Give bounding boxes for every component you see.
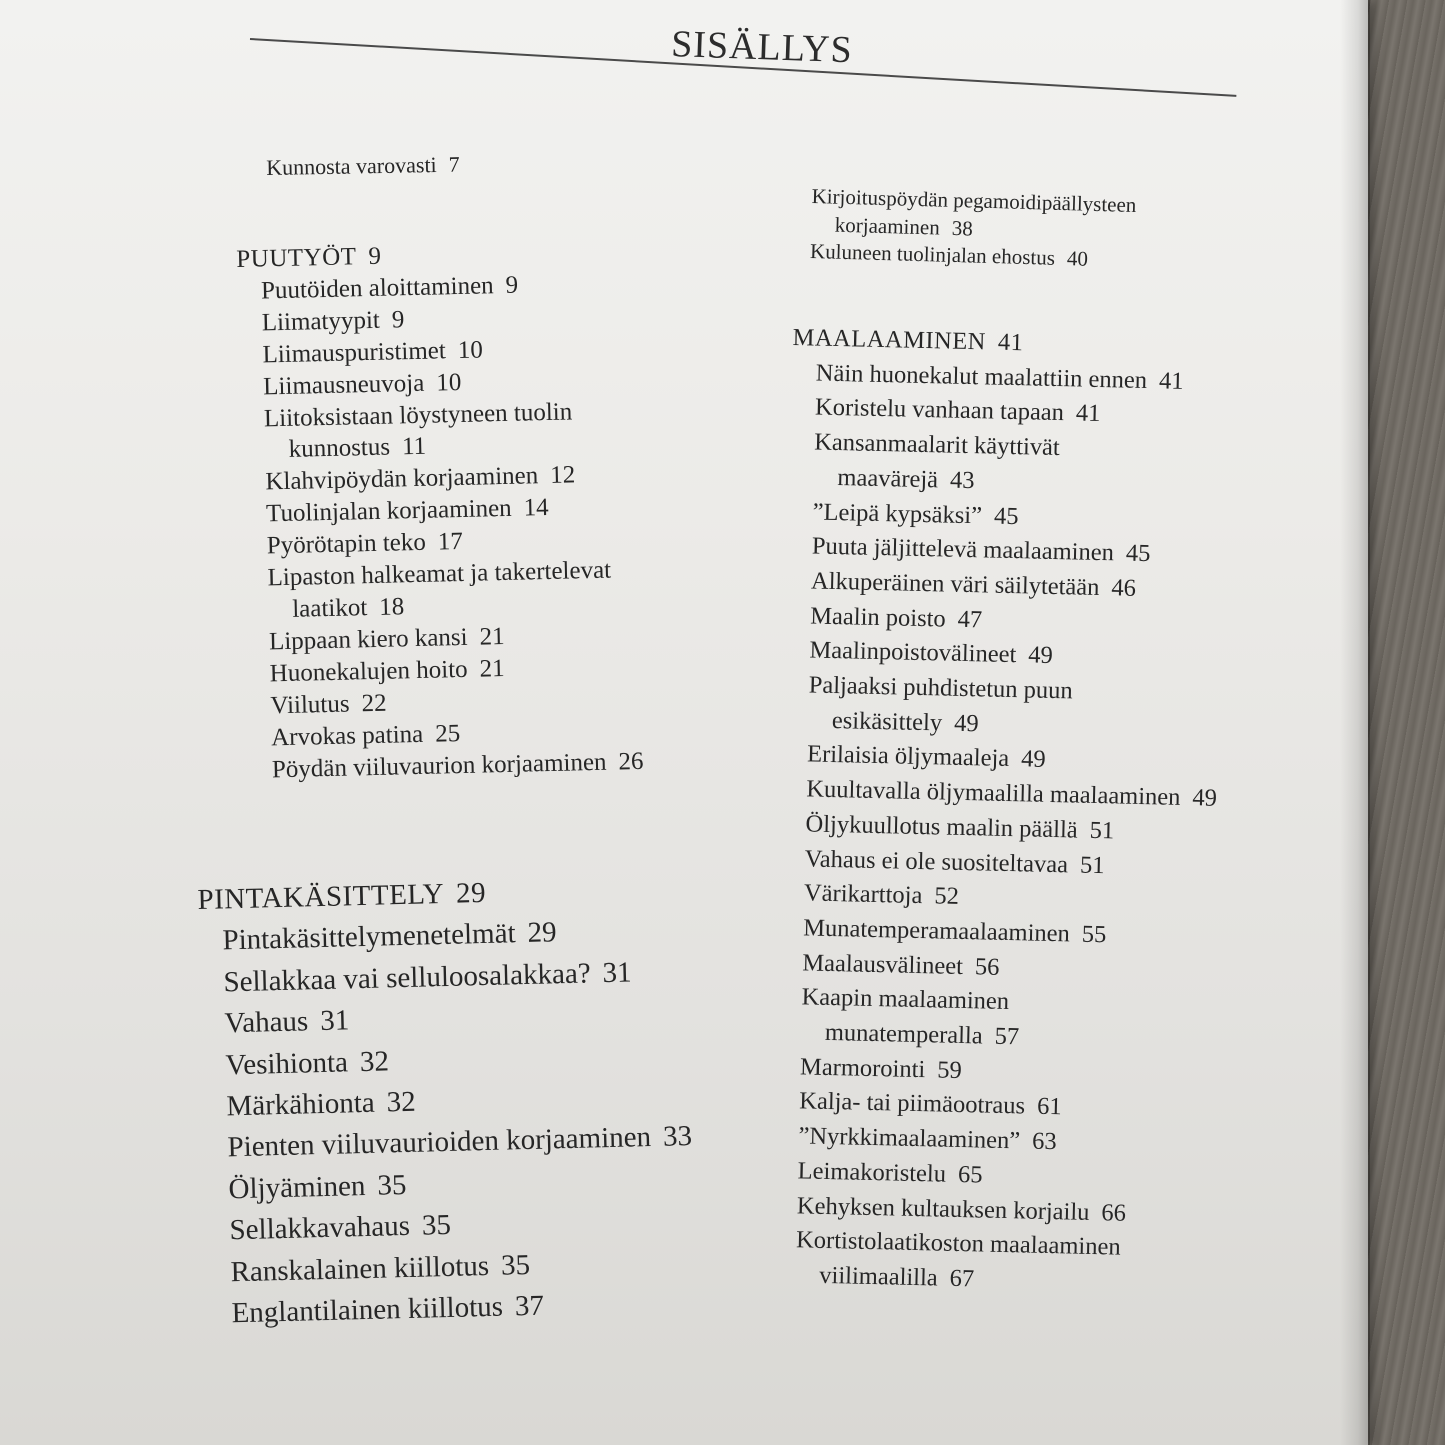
toc-label: Kunnosta varovasti	[266, 152, 437, 180]
toc-label-continued: maavärejä	[837, 463, 939, 494]
toc-label: Öljykuullotus maalin päällä	[805, 810, 1079, 844]
toc-label-continued: viilimaalilla	[819, 1261, 939, 1292]
toc-label: Tuolinjalan korjaaminen	[265, 495, 512, 528]
toc-label: Klahvipöydän korjaaminen	[265, 462, 539, 496]
toc-page: 29	[527, 916, 557, 950]
toc-page: 63	[1031, 1127, 1058, 1156]
toc-label: Erilaisia öljymaaleja	[806, 740, 1010, 773]
toc-label: Munatemperamaalaaminen	[802, 914, 1071, 948]
toc-label: Liitoksistaan löystyneen tuolin	[263, 397, 573, 432]
toc-label: Kirjoituspöydän pegamoidipäällysteen	[811, 183, 1137, 218]
toc-label: Vesihionta	[225, 1045, 349, 1081]
toc-page: 49	[953, 709, 979, 738]
toc-label-continued: laatikot	[291, 594, 368, 623]
section-puutyot	[236, 235, 644, 786]
toc-page: 51	[1089, 816, 1115, 845]
toc-page: 22	[361, 689, 387, 717]
toc-entry	[266, 152, 460, 181]
toc-page: 65	[957, 1160, 983, 1189]
toc-label: Alkuperäinen väri säilytetään	[810, 567, 1100, 601]
toc-label: Liimatyypit	[261, 306, 381, 337]
page-title: SISÄLLYS	[670, 22, 854, 72]
section-heading-page: 29	[455, 876, 487, 910]
section-maalaaminen	[771, 321, 1228, 1302]
toc-page: 7	[448, 151, 460, 177]
toc-page: 52	[934, 882, 960, 911]
toc-page: 10	[457, 336, 484, 364]
toc-page: 26	[618, 747, 644, 775]
toc-entry	[810, 183, 1136, 247]
toc-page: 49	[1028, 641, 1054, 670]
section-continued	[810, 183, 1137, 275]
toc-page: 18	[378, 593, 405, 621]
toc-label: Pienten viiluvaurioiden korjaaminen	[227, 1121, 652, 1164]
toc-page: 12	[549, 461, 576, 490]
toc-label: ”Leipä kypsäksi”	[812, 498, 983, 529]
toc-page: 47	[957, 605, 983, 633]
toc-page: 10	[435, 368, 462, 397]
toc-label-continued: kunnostus	[288, 433, 391, 464]
toc-entry	[243, 554, 640, 627]
toc-page: 37	[514, 1289, 545, 1323]
toc-label: Kuluneen tuolinjalan ehostus	[809, 238, 1056, 270]
toc-label: Värikarttoja	[803, 879, 923, 910]
toc-label: Pyörötapin teko	[266, 528, 427, 560]
toc-page: 46	[1111, 574, 1137, 602]
toc-label: Paljaaksi puhdistetun puun	[808, 671, 1074, 705]
toc-label: Vahaus	[224, 1005, 309, 1040]
toc-label-continued: korjaaminen	[834, 212, 941, 240]
section-heading-page: 9	[368, 242, 382, 270]
toc-page: 9	[391, 306, 405, 334]
toc-label-continued: munatemperalla	[824, 1018, 983, 1050]
toc-page: 66	[1101, 1198, 1127, 1227]
toc-page: 38	[951, 215, 974, 241]
toc-label: Liimausneuvoja	[262, 369, 425, 401]
toc-label: Viilutus	[270, 690, 350, 720]
toc-page: 33	[662, 1120, 693, 1154]
toc-label: Maalin poisto	[810, 602, 947, 633]
section-heading-label: MAALAAMINEN	[792, 323, 987, 356]
toc-page: 40	[1066, 246, 1089, 271]
toc-entry	[240, 395, 637, 468]
toc-page: 11	[401, 433, 427, 461]
toc-label: Arvokas patina	[270, 720, 424, 751]
toc-label: Ranskalainen kiillotus	[230, 1249, 490, 1288]
toc-page: 41	[1158, 367, 1184, 395]
toc-page: 43	[949, 466, 975, 494]
intro-entry	[266, 152, 460, 181]
toc-entry	[771, 1223, 1207, 1302]
toc-label: Leimakoristelu	[797, 1157, 947, 1188]
toc-label: Kalja- tai piimäootraus	[798, 1087, 1026, 1120]
toc-page: 21	[479, 622, 505, 651]
toc-label: Öljyäminen	[228, 1169, 366, 1206]
toc-entry	[789, 425, 1225, 504]
toc-page: 14	[523, 494, 549, 522]
toc-label: Maalinpoistovälineet	[809, 636, 1017, 669]
toc-page: 9	[505, 271, 519, 299]
toc-page: 49	[1192, 784, 1218, 812]
toc-page: 49	[1020, 745, 1046, 774]
toc-page: 59	[936, 1056, 963, 1084]
toc-page: 61	[1036, 1093, 1062, 1121]
toc-label: Koristelu vanhaan tapaan	[814, 393, 1065, 427]
toc-page: 21	[479, 654, 505, 683]
toc-page: 57	[994, 1022, 1020, 1051]
toc-label: Puutöiden aloittaminen	[260, 272, 494, 305]
page-edge-shadow	[1340, 0, 1370, 1445]
toc-page: 32	[386, 1085, 417, 1119]
toc-label: Sellakkaa vai selluloosalakkaa?	[223, 957, 591, 999]
toc-label: Englantilainen kiillotus	[231, 1290, 504, 1330]
toc-label: Lipaston halkeamat ja takertelevat	[267, 556, 612, 592]
toc-label: Puuta jäljittelevä maalaaminen	[811, 532, 1115, 567]
toc-page: 31	[319, 1004, 350, 1038]
toc-label: Näin huonekalut maalattiin ennen	[815, 359, 1148, 394]
toc-page: 25	[434, 719, 461, 748]
toc-entry	[776, 980, 1212, 1059]
toc-label: ”Nyrkkimaalaaminen”	[798, 1122, 1021, 1155]
toc-label: Märkähionta	[226, 1086, 376, 1123]
toc-page: 31	[602, 956, 632, 989]
toc-page: 51	[1079, 851, 1105, 879]
section-pintakasittely	[197, 868, 697, 1335]
toc-label-continued: esikäsittely	[831, 706, 943, 737]
toc-label: Kuultavalla öljymaalilla maalaaminen	[806, 775, 1181, 812]
toc-entry	[784, 668, 1220, 747]
toc-page: 45	[1125, 539, 1151, 568]
toc-page: 35	[421, 1209, 452, 1242]
toc-label: Pintakäsittelymenetelmät	[222, 917, 516, 957]
toc-page: 55	[1081, 920, 1107, 949]
toc-page: 45	[993, 502, 1019, 530]
toc-label: Marmorointi	[799, 1053, 926, 1083]
toc-page: 56	[974, 952, 1000, 981]
toc-label: Kortistolaatikoston maalaaminen	[795, 1226, 1121, 1261]
toc-page: 17	[437, 528, 464, 556]
toc-page: 67	[949, 1264, 975, 1293]
toc-label: Kaapin maalaaminen	[801, 983, 1010, 1016]
toc-page: 35	[500, 1248, 531, 1282]
section-heading-page: 41	[997, 328, 1024, 357]
toc-label: Liimauspuristimet	[262, 336, 447, 369]
toc-label: Kehyksen kultauksen korjailu	[796, 1191, 1090, 1226]
toc-label: Kansanmaalarit käyttivät	[813, 428, 1061, 462]
section-heading-label: PINTAKÄSITTELY	[197, 877, 445, 916]
section-heading-label: PUUTYÖT	[236, 243, 357, 273]
toc-label: Maalausvälineet	[802, 949, 964, 980]
toc-label: Lippaan kiero kansi	[268, 623, 468, 656]
toc-label: Sellakkavahaus	[229, 1210, 411, 1247]
toc-label: Huonekalujen hoito	[269, 655, 468, 688]
toc-page: 32	[359, 1044, 390, 1078]
toc-page: 35	[377, 1168, 407, 1202]
toc-label: Pöydän viiluvaurion korjaaminen	[271, 748, 607, 783]
toc-page: 41	[1075, 399, 1101, 428]
toc-label: Vahaus ei ole suositeltavaa	[804, 844, 1069, 878]
